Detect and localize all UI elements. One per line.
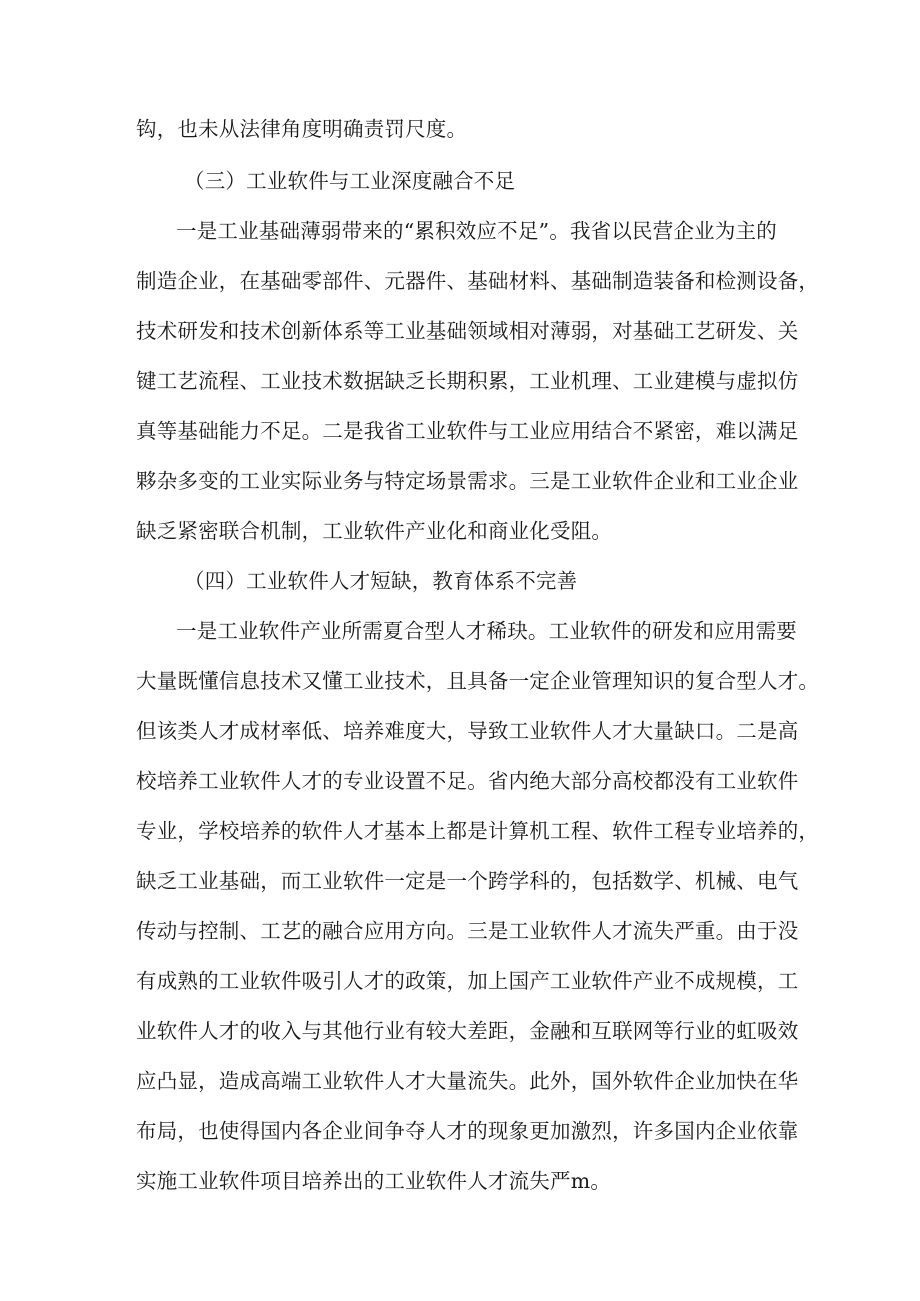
paragraph-line: 实施工业软件项目培养出的工业软件人才流失严m。 (136, 1169, 612, 1193)
paragraph-line: 大量既懂信息技术又懂工业技术，且具备一定企业管理知识的复合型人才。 (136, 669, 820, 693)
paragraph-line: 钩，也未从法律角度明确责罚尺度。 (136, 117, 468, 141)
paragraph-line: 制造企业，在基础零部件、元器件、基础材料、基础制造装备和检测设备， (136, 269, 820, 293)
paragraph-line: 但该类人才成材率低、培养难度大，导致工业软件人才大量缺口。二是高 (136, 719, 799, 743)
paragraph-line: 缺乏工业基础，而工业软件一定是一个跨学科的，包括数学、机械、电气 (136, 869, 799, 893)
paragraph-line: 缺乏紧密联合机制，工业软件产业化和商业化受阻。 (136, 519, 613, 543)
paragraph-line: 应凸显，造成高端工业软件人才大量流失。此外，国外软件企业加快在华 (136, 1069, 799, 1093)
paragraph-line: 一是工业基础薄弱带来的“累积效应不足”。我省以民营企业为主的 (176, 219, 777, 243)
paragraph-line: 专业，学校培养的软件人才基本上都是计算机工程、软件工程专业培养的， (136, 819, 820, 843)
paragraph-line: 业软件人才的收入与其他行业有较大差距，金融和互联网等行业的虹吸效 (136, 1019, 799, 1043)
section-heading: （三）工业软件与工业深度融合不足 (184, 169, 516, 193)
paragraph-line: 传动与控制、工艺的融合应用方向。三是工业软件人才流失严重。由于没 (136, 919, 799, 943)
paragraph-line: 一是工业软件产业所需夏合型人才稀玦。工业软件的研发和应用需要 (176, 619, 797, 643)
section-heading: （四）工业软件人才短缺，教育体系不完善 (184, 569, 578, 593)
paragraph-line: 真等基础能力不足。二是我省工业软件与工业应用结合不紧密，难以满足 (136, 419, 799, 443)
paragraph-line: 夥杂多变的工业实际业务与特定场景需求。三是工业软件企业和工业企业 (136, 469, 799, 493)
paragraph-line: 键工艺流程、工业技术数据缺乏长期积累，工业机理、工业建模与虚拟仿 (136, 369, 799, 393)
paragraph-line: 校培养工业软件人才的专业设置不足。省内绝大部分高校都没有工业软件 (136, 769, 799, 793)
paragraph-line: 布局，也使得国内各企业间争夺人才的现象更加激烈，许多国内企业依靠 (136, 1119, 799, 1143)
paragraph-line: 技术研发和技术创新体系等工业基础领域相对薄弱，对基础工艺研发、关 (136, 319, 799, 343)
paragraph-line: 有成熟的工业软件吸引人才的政策，加上国产工业软件产业不成规模，工 (136, 969, 799, 993)
